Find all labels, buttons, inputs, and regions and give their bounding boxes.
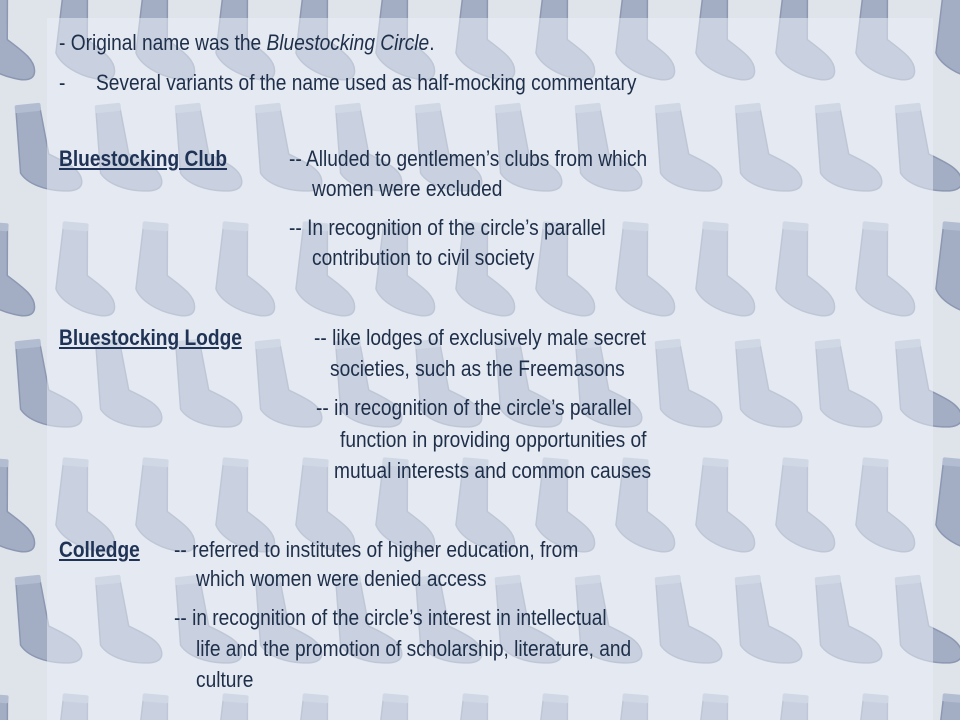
club-description-line: -- Alluded to gentlemen’s clubs from which bbox=[289, 146, 648, 171]
bullet-text: - Original name was the bbox=[59, 30, 267, 55]
colledge-recognition-line: culture bbox=[196, 667, 254, 692]
colledge-description-line: -- referred to institutes of higher education, from bbox=[174, 537, 579, 562]
bullet-variants: Several variants of the name used as half-mocking commentary bbox=[96, 70, 637, 95]
sock-icon bbox=[0, 0, 42, 81]
bluestocking-circle-emphasis: Bluestocking Circle bbox=[266, 30, 430, 55]
term-colledge: Colledge bbox=[59, 537, 140, 562]
club-recognition-line: -- In recognition of the circle’s parallel bbox=[289, 215, 606, 240]
lodge-recognition-line: function in providing opportunities of bbox=[340, 427, 647, 452]
sock-icon bbox=[0, 693, 42, 720]
sock-icon bbox=[934, 0, 960, 81]
bullet-period: . bbox=[429, 30, 435, 55]
sock-icon bbox=[0, 221, 42, 317]
colledge-description-line: which women were denied access bbox=[196, 566, 487, 591]
sock-icon bbox=[934, 221, 960, 317]
term-bluestocking-lodge: Bluestocking Lodge bbox=[59, 325, 242, 350]
club-description-line: women were excluded bbox=[312, 176, 503, 201]
colledge-recognition-line: life and the promotion of scholarship, literature, and bbox=[196, 636, 632, 661]
lodge-recognition-line: -- in recognition of the circle’s parallel bbox=[316, 395, 632, 420]
lodge-description-line: -- like lodges of exclusively male secret bbox=[314, 325, 646, 350]
colledge-recognition-line: -- in recognition of the circle’s interest in intellectual bbox=[174, 605, 607, 630]
sock-icon bbox=[934, 693, 960, 720]
lodge-recognition-line: mutual interests and common causes bbox=[334, 458, 652, 483]
club-recognition-line: contribution to civil society bbox=[312, 245, 535, 270]
sock-icon bbox=[934, 457, 960, 553]
bullet-original-name bbox=[59, 30, 435, 56]
term-bluestocking-club: Bluestocking Club bbox=[59, 146, 228, 171]
sock-icon bbox=[0, 457, 42, 553]
lodge-description-line: societies, such as the Freemasons bbox=[330, 356, 625, 381]
bullet-dash: - bbox=[59, 70, 66, 95]
